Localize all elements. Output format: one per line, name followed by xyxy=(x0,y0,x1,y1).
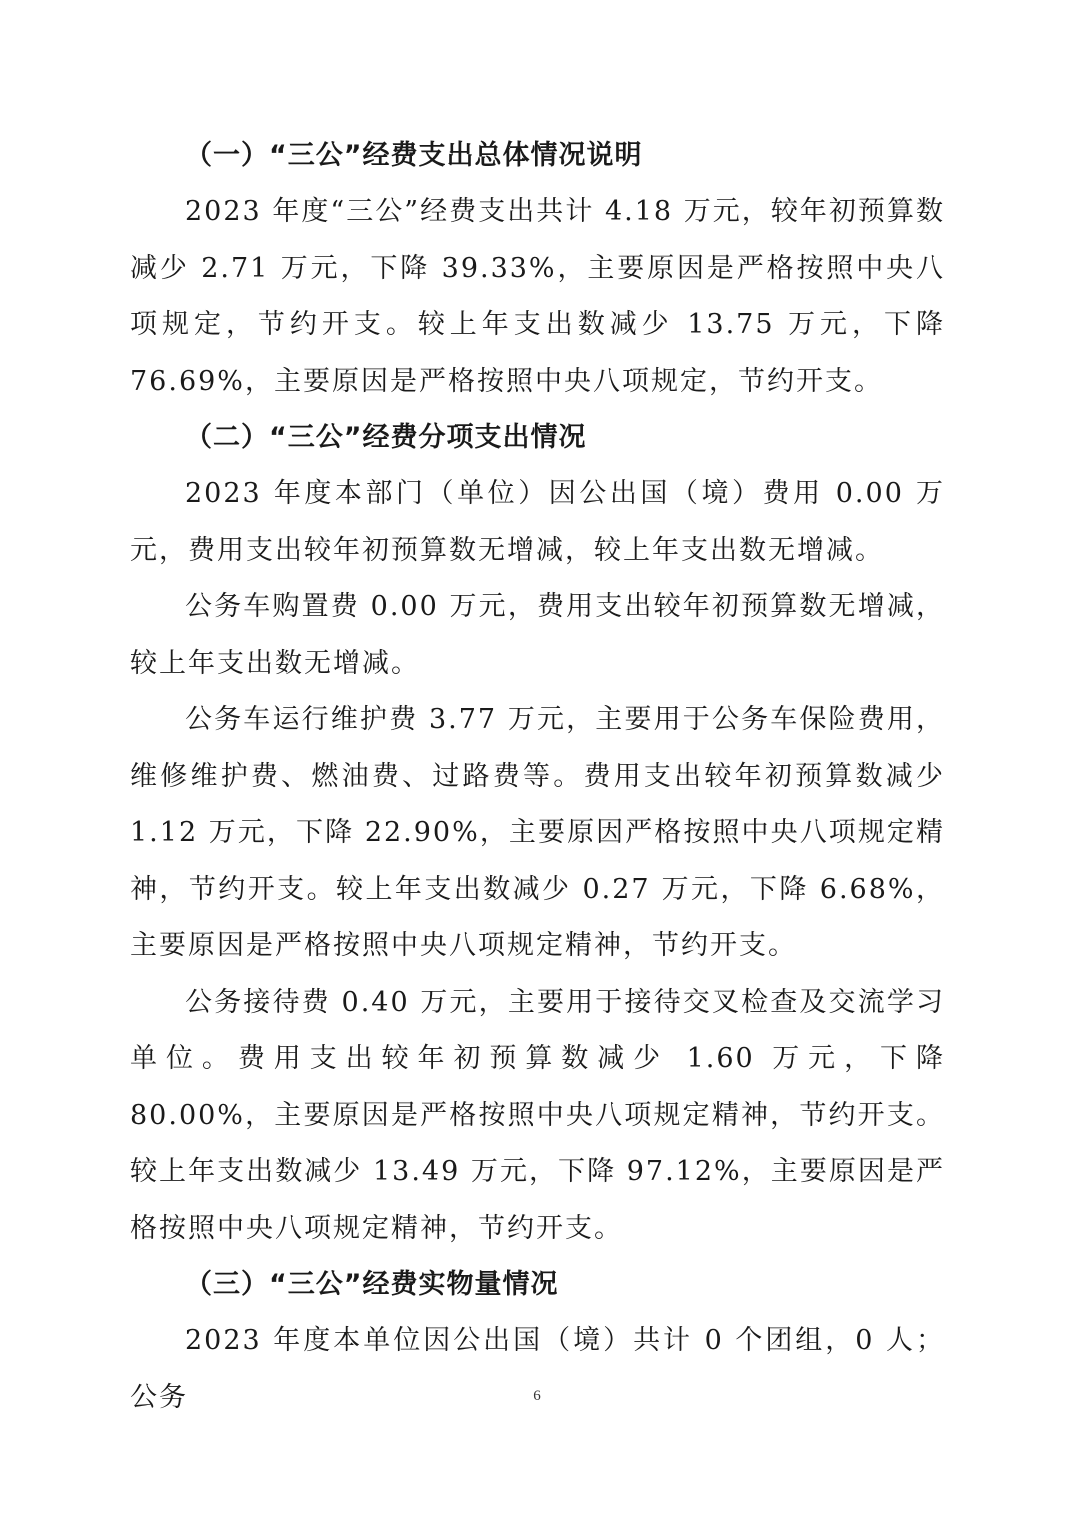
paragraph: 2023 年度本部门（单位）因公出国（境）费用 0.00 万元，费用支出较年初预算数无增减，较上年支出数无增减。 xyxy=(130,478,945,566)
page-number: 6 xyxy=(533,1388,541,1404)
paragraph: 2023 年度本单位因公出国（境）共计 0 个团组，0 人；公务 xyxy=(130,1325,945,1413)
section-heading-2: （二）“三公”经费分项支出情况 xyxy=(185,422,587,453)
section-heading-1: （一）“三公”经费支出总体情况说明 xyxy=(185,140,643,171)
section-heading-3: （三）“三公”经费实物量情况 xyxy=(185,1269,559,1300)
paragraph: 2023 年度“三公”经费支出共计 4.18 万元，较年初预算数减少 2.71 万元，下降 39.33%，主要原因是严格按照中央八项规定，节约开支。较上年支出数减少 13.75 万元，下降 76.69%，主要原因是严格按照中央八项规定，节约开支。 xyxy=(130,196,945,397)
document-body xyxy=(130,128,945,1426)
paragraph: 公务车运行维护费 3.77 万元，主要用于公务车保险费用，维修维护费、燃油费、过路费等。费用支出较年初预算数减少 1.12 万元，下降 22.90%，主要原因严格按照中央八项规定精神，节约开支。较上年支出数减少 0.27 万元，下降 6.68%，主要原因是严格按照中央八项规定精神，节约开支。 xyxy=(130,704,945,961)
paragraph: 公务接待费 0.40 万元，主要用于接待交叉检查及交流学习单位。费用支出较年初预算数减少 1.60 万元，下降 80.00%，主要原因是严格按照中央八项规定精神，节约开支。较上年支出数减少 13.49 万元，下降 97.12%，主要原因是严格按照中央八项规定精神，节约开支。 xyxy=(130,986,945,1244)
paragraph: 公务车购置费 0.00 万元，费用支出较年初预算数无增减，较上年支出数无增减。 xyxy=(130,591,945,679)
